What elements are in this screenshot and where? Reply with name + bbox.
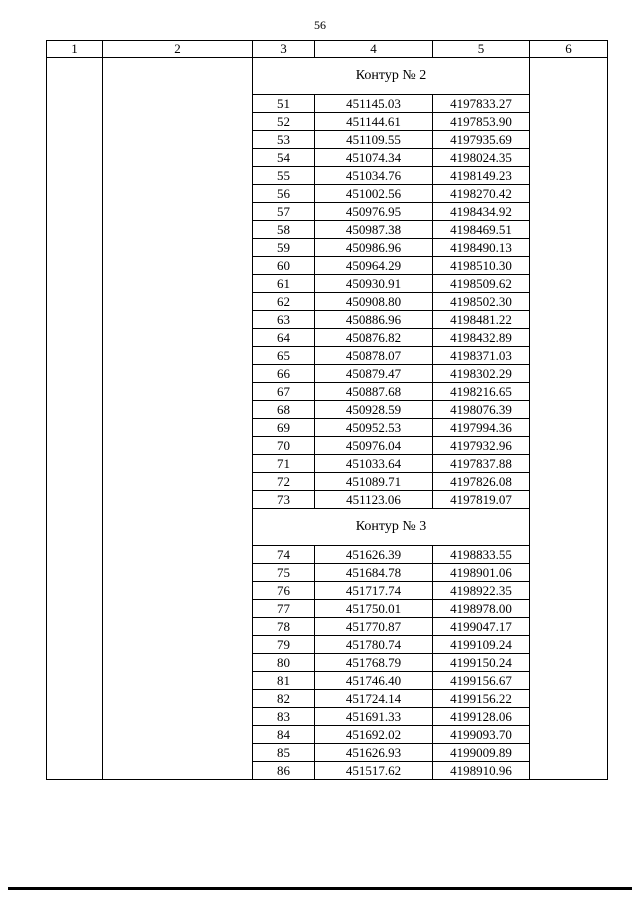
coord-y: 4198922.35 <box>433 582 530 600</box>
coord-x: 450964.29 <box>315 257 433 275</box>
coord-x: 451002.56 <box>315 185 433 203</box>
point-number: 69 <box>253 419 315 437</box>
coord-x: 450930.91 <box>315 275 433 293</box>
contour-section-row <box>47 58 608 95</box>
point-number: 75 <box>253 564 315 582</box>
coord-x: 450986.96 <box>315 239 433 257</box>
coord-x: 450928.59 <box>315 401 433 419</box>
point-number: 80 <box>253 654 315 672</box>
point-number: 59 <box>253 239 315 257</box>
point-number: 53 <box>253 131 315 149</box>
coord-y: 4199156.22 <box>433 690 530 708</box>
point-number: 86 <box>253 762 315 780</box>
point-number: 84 <box>253 726 315 744</box>
point-number: 81 <box>253 672 315 690</box>
coord-y: 4197853.90 <box>433 113 530 131</box>
column-header-row <box>47 41 608 58</box>
coord-y: 4198434.92 <box>433 203 530 221</box>
point-number: 55 <box>253 167 315 185</box>
coord-x: 451691.33 <box>315 708 433 726</box>
page-number: 56 <box>314 18 326 32</box>
point-number: 77 <box>253 600 315 618</box>
coord-x: 450887.68 <box>315 383 433 401</box>
point-number: 73 <box>253 491 315 509</box>
coord-x: 451123.06 <box>315 491 433 509</box>
coord-x: 451717.74 <box>315 582 433 600</box>
point-number: 76 <box>253 582 315 600</box>
coord-y: 4197819.07 <box>433 491 530 509</box>
point-number: 61 <box>253 275 315 293</box>
coord-y: 4197837.88 <box>433 455 530 473</box>
coord-x: 451089.71 <box>315 473 433 491</box>
point-number: 82 <box>253 690 315 708</box>
point-number: 57 <box>253 203 315 221</box>
coord-x: 450908.80 <box>315 293 433 311</box>
point-number: 78 <box>253 618 315 636</box>
point-number: 54 <box>253 149 315 167</box>
column-header: 4 <box>315 41 433 58</box>
coord-y: 4198978.00 <box>433 600 530 618</box>
point-number: 74 <box>253 546 315 564</box>
coord-y: 4198510.30 <box>433 257 530 275</box>
point-number: 52 <box>253 113 315 131</box>
empty-col-6 <box>530 58 608 780</box>
point-number: 72 <box>253 473 315 491</box>
coord-y: 4199009.89 <box>433 744 530 762</box>
coord-y: 4198502.30 <box>433 293 530 311</box>
coord-y: 4198149.23 <box>433 167 530 185</box>
coord-y: 4198910.96 <box>433 762 530 780</box>
coordinates-table-body <box>47 41 608 780</box>
point-number: 66 <box>253 365 315 383</box>
column-header: 3 <box>253 41 315 58</box>
coord-x: 451626.93 <box>315 744 433 762</box>
coord-x: 451074.34 <box>315 149 433 167</box>
point-number: 67 <box>253 383 315 401</box>
point-number: 68 <box>253 401 315 419</box>
column-header: 6 <box>530 41 608 58</box>
coord-x: 450976.95 <box>315 203 433 221</box>
column-header: 2 <box>103 41 253 58</box>
coord-y: 4198076.39 <box>433 401 530 419</box>
coord-x: 451626.39 <box>315 546 433 564</box>
column-header: 5 <box>433 41 530 58</box>
coord-y: 4197833.27 <box>433 95 530 113</box>
coord-x: 451145.03 <box>315 95 433 113</box>
coord-y: 4198302.29 <box>433 365 530 383</box>
point-number: 56 <box>253 185 315 203</box>
coord-y: 4198216.65 <box>433 383 530 401</box>
coord-x: 451750.01 <box>315 600 433 618</box>
point-number: 79 <box>253 636 315 654</box>
coord-y: 4198469.51 <box>433 221 530 239</box>
coord-x: 451034.76 <box>315 167 433 185</box>
contour-title: Контур № 2 <box>253 58 530 95</box>
point-number: 83 <box>253 708 315 726</box>
coordinates-table <box>46 40 608 780</box>
coord-x: 450878.07 <box>315 347 433 365</box>
coord-x: 451033.64 <box>315 455 433 473</box>
point-number: 65 <box>253 347 315 365</box>
coord-y: 4197932.96 <box>433 437 530 455</box>
coord-y: 4197826.08 <box>433 473 530 491</box>
coord-x: 451517.62 <box>315 762 433 780</box>
coord-x: 451724.14 <box>315 690 433 708</box>
point-number: 51 <box>253 95 315 113</box>
coord-x: 451684.78 <box>315 564 433 582</box>
coord-x: 451144.61 <box>315 113 433 131</box>
coord-x: 451692.02 <box>315 726 433 744</box>
contour-title: Контур № 3 <box>253 509 530 546</box>
coord-y: 4198270.42 <box>433 185 530 203</box>
point-number: 64 <box>253 329 315 347</box>
coord-y: 4197994.36 <box>433 419 530 437</box>
point-number: 71 <box>253 455 315 473</box>
coord-x: 450879.47 <box>315 365 433 383</box>
coord-x: 450876.82 <box>315 329 433 347</box>
coord-y: 4198509.62 <box>433 275 530 293</box>
empty-col-1 <box>47 58 103 780</box>
point-number: 60 <box>253 257 315 275</box>
coord-y: 4198901.06 <box>433 564 530 582</box>
coord-y: 4197935.69 <box>433 131 530 149</box>
footer-rule <box>8 887 632 890</box>
coord-y: 4199128.06 <box>433 708 530 726</box>
coord-y: 4198371.03 <box>433 347 530 365</box>
coord-x: 450952.53 <box>315 419 433 437</box>
empty-col-2 <box>103 58 253 780</box>
coord-y: 4199093.70 <box>433 726 530 744</box>
point-number: 58 <box>253 221 315 239</box>
coord-y: 4199150.24 <box>433 654 530 672</box>
coord-y: 4199047.17 <box>433 618 530 636</box>
coord-x: 451780.74 <box>315 636 433 654</box>
coord-x: 450976.04 <box>315 437 433 455</box>
coord-y: 4198024.35 <box>433 149 530 167</box>
point-number: 63 <box>253 311 315 329</box>
point-number: 62 <box>253 293 315 311</box>
point-number: 85 <box>253 744 315 762</box>
coord-y: 4198833.55 <box>433 546 530 564</box>
coord-y: 4198481.22 <box>433 311 530 329</box>
coord-x: 451770.87 <box>315 618 433 636</box>
coord-x: 450987.38 <box>315 221 433 239</box>
coord-x: 450886.96 <box>315 311 433 329</box>
coord-y: 4198490.13 <box>433 239 530 257</box>
point-number: 70 <box>253 437 315 455</box>
coord-y: 4199156.67 <box>433 672 530 690</box>
coord-y: 4199109.24 <box>433 636 530 654</box>
column-header: 1 <box>47 41 103 58</box>
coord-y: 4198432.89 <box>433 329 530 347</box>
coord-x: 451768.79 <box>315 654 433 672</box>
coord-x: 451109.55 <box>315 131 433 149</box>
coord-x: 451746.40 <box>315 672 433 690</box>
